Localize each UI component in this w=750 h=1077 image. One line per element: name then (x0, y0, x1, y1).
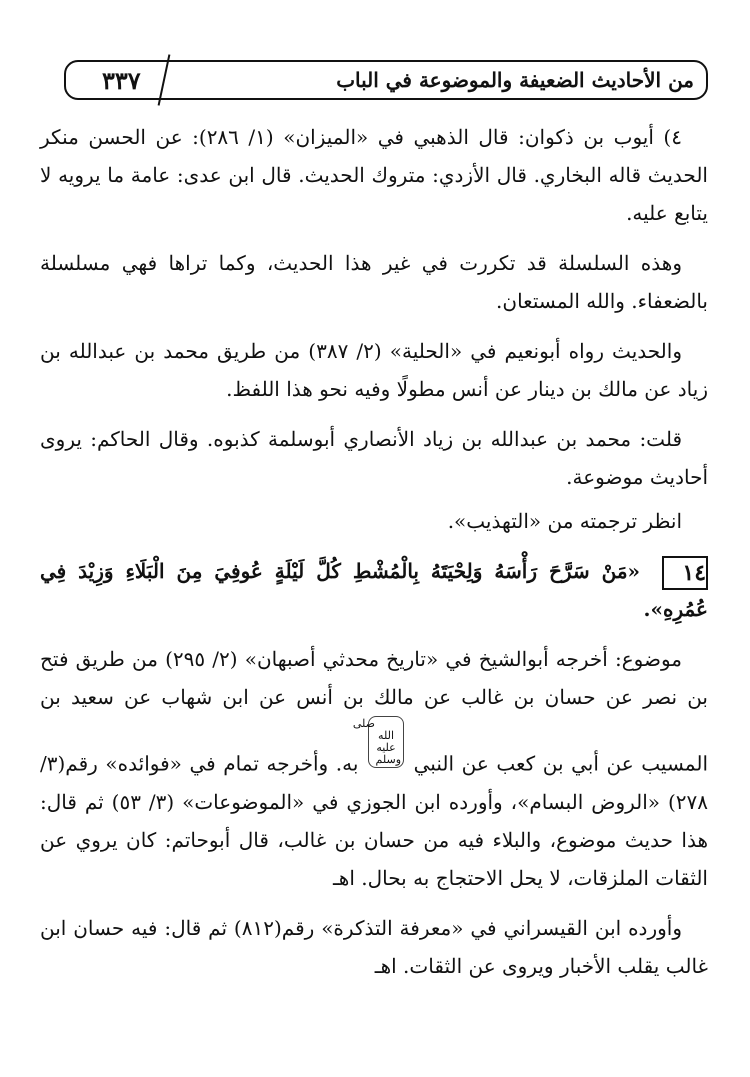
paragraph-author-note: قلت: محمد بن عبدالله بن زياد الأنصاري أبوسلمة كذبوه. وقال الحاكم: يروى أحاديث موضوعة. (40, 427, 708, 489)
paragraph-narrator-note: ٤) أيوب بن ذكوان: قال الذهبي في «الميزان» (١/ ٢٨٦): عن الحسن منكر الحديث قاله البخاري. قال الأزدي: متروك الحديث. قال ابن عدى: عامة ما يرويه لا يتابع عليه. (40, 125, 708, 225)
header-title: من الأحاديث الضعيفة والموضوعة في الباب (336, 68, 694, 92)
paragraph-tahdhib-reference: انظر ترجمته من «التهذيب». (447, 509, 682, 533)
header-divider (158, 54, 171, 105)
hadith-entry (40, 552, 708, 628)
paragraph-closing: وأورده ابن القيسراني في «معرفة التذكرة» رقم(٨١٢) ثم قال: فيه حسان ابن غالب يقلب الأخبار ويروى عن الثقات. اهـ (40, 915, 708, 978)
paragraph-commentary (40, 640, 708, 897)
page-number: ٣٣٧ (102, 66, 141, 95)
commentary-part-1: موضوع: أخرجه أبوالشيخ في «تاريخ محدثي أصبهان» (٢/ ٢٩٥) من طريق فتح بن نصر عن حسان بن غالب عن مالك بن أنس عن ابن شهاب عن سعيد بن المسيب عن أبي بن كعب عن النبي (40, 647, 708, 776)
paragraph-chain-note: وهذه السلسلة قد تكررت في غير هذا الحديث، وكما تراها فهي مسلسلة بالضعفاء. والله المستعان. (40, 251, 708, 313)
hadith-text: «مَنْ سَرَّحَ رَأْسَهُ وَلِحْيَتَهُ بِالْمُشْطِ كُلَّ لَيْلَةٍ عُوفِيَ مِنَ الْبَلَاءِ وَزِيْدَ فِي عُمُرِهِ». (40, 559, 708, 621)
running-header (64, 60, 708, 100)
page-body (40, 118, 708, 997)
commentary-part-2: به. وأخرجه تمام في «فوائده» رقم(٣/ ٢٧٨) «الروض البسام»، وأورده ابن الجوزي في «الموضوعات» (٣/ ٥٣) ثم قال: هذا حديث موضوع، والبلاء فيه من حسان بن غالب، قال أبوحاتم: كان يروي عن الثقات الملزقات، لا يحل الاحتجاج به بحال. اهـ (40, 751, 708, 890)
paragraph-hilya-source: والحديث رواه أبونعيم في «الحلية» (٢/ ٣٨٧) من طريق محمد بن عبدالله بن زياد عن مالك بن دينار عن أنس مطولًا وفيه نحو هذا اللفظ. (40, 339, 708, 401)
salawat-ligature: صلى الله عليه وسلم (368, 716, 404, 768)
hadith-number-box: ١٤ (662, 556, 708, 590)
